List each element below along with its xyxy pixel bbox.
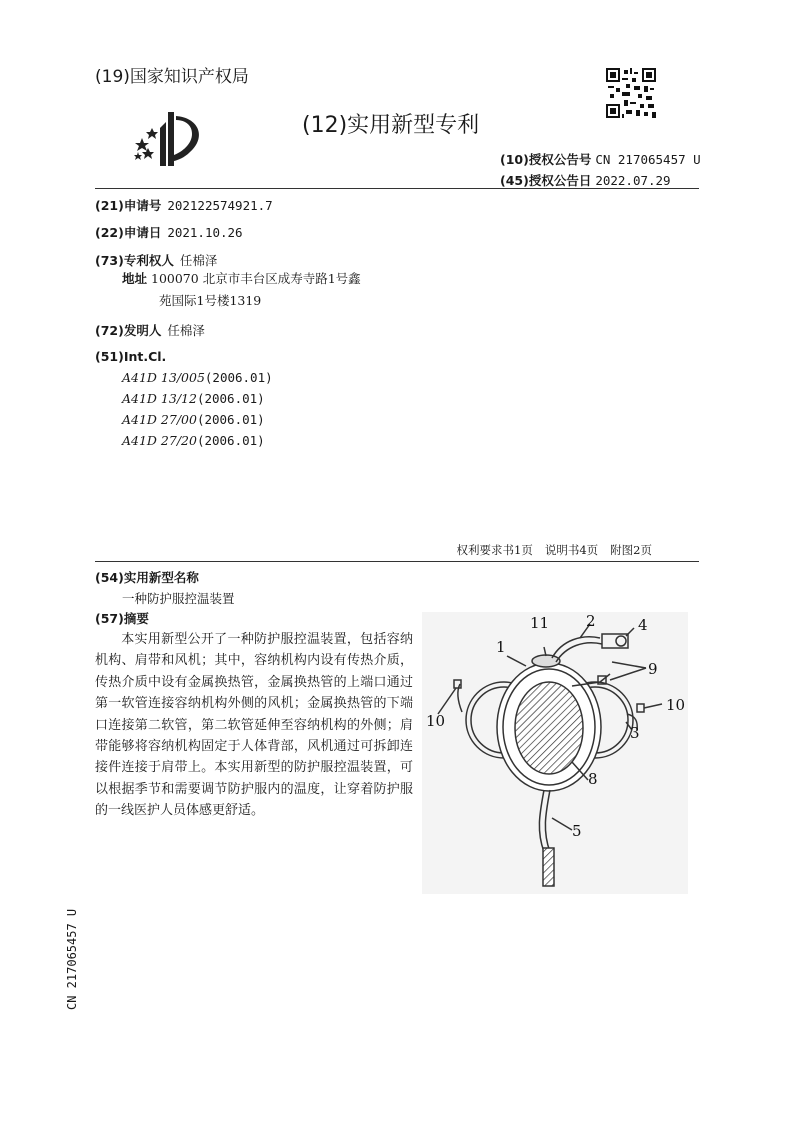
ipc-item [122, 412, 265, 427]
utility-name-label: (54)实用新型名称 [95, 570, 199, 585]
address-line-2: 苑国际1号楼1319 [159, 293, 262, 308]
divider [95, 561, 699, 562]
pub-date-label: (45)授权公告日 [500, 173, 592, 188]
qr-code-icon [606, 68, 656, 118]
label-2: 2 [586, 612, 596, 630]
application-number: 202122574921.7 [167, 198, 273, 213]
address-label: 地址 [122, 271, 148, 286]
utility-name-label-row [95, 568, 199, 586]
ipc-item [122, 391, 265, 406]
pub-number-row [500, 150, 701, 168]
star-icon [134, 152, 142, 160]
figure-pages: 附图2页 [610, 543, 652, 557]
utility-name: 一种防护服控温装置 [122, 591, 235, 606]
label-9: 9 [648, 660, 658, 678]
office-name: (19)国家知识产权局 [95, 67, 249, 87]
inventor-label: (72)发明人 [95, 323, 162, 338]
label-11: 11 [530, 614, 550, 632]
ipc-code: A41D 13/005 [122, 370, 205, 385]
ipc-code: A41D 13/12 [122, 391, 197, 406]
star-icon [142, 148, 154, 159]
inventor-row [95, 321, 205, 339]
patentee-label: (73)专利权人 [95, 253, 174, 268]
abstract-label: (57)摘要 [95, 611, 149, 626]
second-hose-end [543, 848, 554, 886]
application-date-row [95, 223, 243, 241]
patentee-row [95, 251, 217, 269]
label-1: 1 [496, 638, 506, 656]
ipc-version: (2006.01) [196, 412, 265, 427]
patentee: 任棉泽 [179, 253, 218, 268]
application-number-row [95, 196, 273, 214]
ipc-code: A41D 27/20 [122, 433, 197, 448]
star-icon [135, 138, 149, 151]
address-line-1: 100070 北京市丰台区成寿寺路1号鑫 [151, 271, 361, 286]
pub-date-row [500, 171, 671, 189]
inventor: 任棉泽 [167, 323, 205, 338]
pub-number: CN 217065457 U [595, 152, 701, 167]
device-drawing [422, 612, 688, 894]
ipc-label-row [95, 349, 166, 364]
ipc-version: (2006.01) [196, 433, 265, 448]
application-date: 2021.10.26 [167, 225, 243, 240]
abstract-text [95, 629, 413, 822]
label-8: 8 [588, 770, 598, 788]
claims-pages: 权利要求书1页 [456, 543, 533, 557]
ipc-version: (2006.01) [196, 391, 265, 406]
description-pages: 说明书4页 [544, 543, 599, 557]
abstract-label-row [95, 609, 149, 627]
divider [95, 188, 699, 189]
patent-type: (12)实用新型专利 [302, 113, 480, 138]
pub-number-label: (10)授权公告号 [500, 152, 592, 167]
ipc-item [122, 433, 265, 448]
label-4: 4 [638, 616, 648, 634]
label-10-left: 10 [426, 712, 446, 730]
ipc-item [122, 370, 273, 385]
ipc-version: (2006.01) [204, 370, 273, 385]
page-counts [445, 542, 652, 558]
abstract-body: 本实用新型公开了一种防护服控温装置，包括容纳机构、肩带和风机；其中，容纳机构内设有传热介质，传热介质中设有金属换热管，金属换热管的上端口通过第一软管连接容纳机构外侧的风机；金属换热管的下端口连接第二软管，第二软管延伸至容纳机构的外侧；肩带能够将容纳机构固定于人体背部，风机通过可拆卸连接件连接于肩带上。本实用新型的防护服控温装置，可以根据季节和需要调节防护服内的温度，让穿着防护服的一线医护人员体感更舒适。 [95, 632, 413, 819]
application-number-label: (21)申请号 [95, 198, 162, 213]
heat-exchange-tube [515, 682, 583, 774]
application-date-label: (22)申请日 [95, 225, 162, 240]
ipc-code: A41D 27/00 [122, 412, 197, 427]
pub-date: 2022.07.29 [595, 173, 671, 188]
abstract-figure [422, 612, 688, 894]
label-3: 3 [630, 724, 640, 742]
fan [602, 634, 628, 648]
ipc-label: (51)Int.Cl. [95, 349, 167, 364]
address-block [122, 268, 361, 312]
label-10-right: 10 [666, 696, 686, 714]
cnipa-logo [130, 108, 210, 170]
side-publication-number: CN 217065457 U [65, 908, 79, 1010]
label-5: 5 [572, 822, 582, 840]
star-icon [146, 128, 158, 139]
